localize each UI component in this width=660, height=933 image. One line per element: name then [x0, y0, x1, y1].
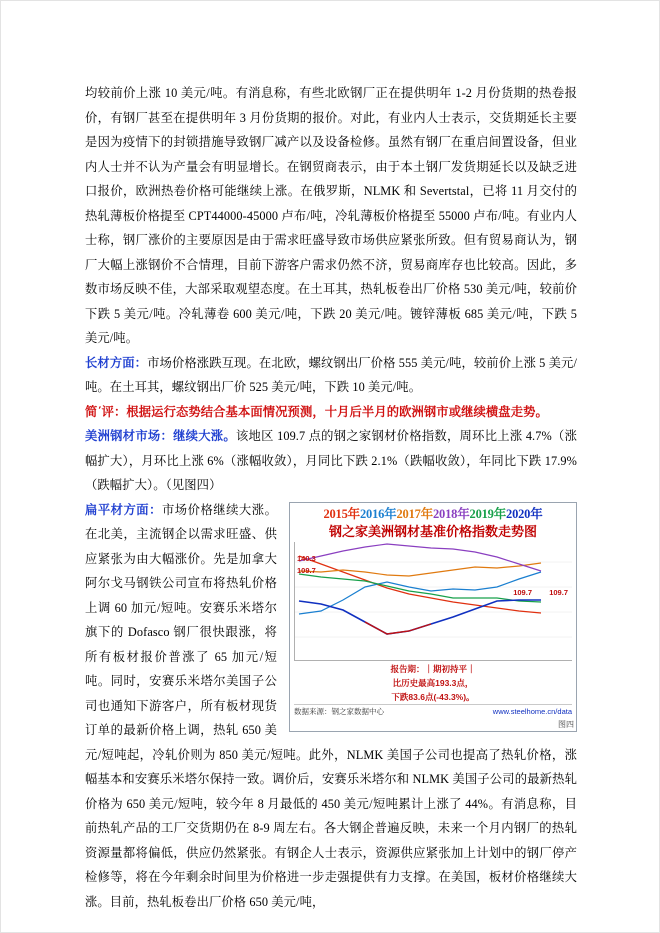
- paragraph-1: 均较前价上涨 10 美元/吨。有消息称，有些北欧钢厂正在提供明年 1-2 月份货期的热卷报价，有钢厂甚至在提供明年 3 月份货期的报价。对此，有业内人士表示，交货期延长主要是因为疫情下的封锁措施导致钢厂减产以及设备检修。虽然有钢厂在重启间置设备，但业内人士并不认为产量会有明显增长。在钢贸商表示，由于本土钢厂发货期延长以及缺乏进口报价，欧洲热卷价格可能继续上涨。在俄罗斯，NLMK 和 Severtstal，已将 11 月交付的热轧薄板价格提至 CPT44000-45000 卢布/吨，冷轧薄板价格提至 55000 卢布/吨。有业内人士称，钢厂涨价的主要原因是由于需求旺盛导致市场供应紧张所致。但有贸易商认为，钢厂大幅上涨钢价不合情理，目前下游客户需求仍然不济，贸易商库存也比较高。因此，多数市场反映不佳，大部采取观望态度。在土耳其，热轧板卷出厂价格 530 美元/吨，较前价下跌 5 美元/吨。冷轧薄卷 600 美元/吨，下跌 20 美元/吨。镀锌薄板 685 美元/吨，下跌 5 美元/吨。: [85, 86, 577, 345]
- paragraph-5-text: 市场价格继续大涨。在北美，主流钢企以需求旺盛、供应紧张为由大幅涨价。先是加拿大阿尔戈马钢铁公司宣布将热轧价格上调 60 加元/短吨。安赛乐米塔尔旗下的 Dofasco 钢厂很快跟涨，将所有板材报价普涨了 65 加元/短吨。同时，安赛乐米塔尔美国子公司也通知下游客户，所有板材现货订单的最新价格上调，热轧 650 美元/短吨起，冷轧价则为 850 美元/短吨。此外，NLMK 美国子公司也提高了热轧价格，涨幅基本和安赛乐米塔尔保持一致。调价后，安赛乐米塔尔和 NLMK 美国子公司的最新热轧价格为 650 美元/短吨，较今年 8 月最低的 450 美元/短吨累计上涨了 44%。有消息称，目前热轧产品的工厂交货期仍在 8-9 周左右。各大钢企普遍反映，未来一个月内钢厂的热轧资源量都将偏低，供应仍然紧张。有钢企人士表示，资源供应紧张加上计划中的钢厂停产检修等，将在今年剩余时间里为价格进一步走强提供有力支撑。在美国，板材价格继续大涨。目前，热轧板卷出厂价格 650 美元/吨，: [85, 502, 577, 909]
- legend-year-2018: 2018年: [433, 506, 470, 521]
- figure-steel-index-chart: [289, 502, 577, 732]
- figure-title: 钢之家美洲钢材基准价格指数走势图: [328, 523, 537, 539]
- paragraph-2-text: 市场价格涨跌互现。在北欧，螺纹钢出厂价格 555 美元/吨，较前价上涨 5 美元/吨。在土耳其，螺纹钢出厂价 525 美元/吨，下跌 10 美元/吨。: [85, 355, 577, 394]
- chart-label-left-second: 109.7: [297, 565, 316, 575]
- paragraph-5-label: 扁平材方面：: [85, 502, 162, 517]
- paragraph-4-text: 该地区 109.7 点的钢之家钢材价格指数，周环比上涨 4.7%（涨幅扩大），月环比上涨 6%（涨幅收敛），月同比下跌 2.1%（跌幅收敛），年同比下跌 17.9%（跌幅扩大）。（见图四）: [85, 429, 577, 492]
- legend-year-2016: 2016年: [359, 506, 397, 521]
- paragraph-4: [85, 424, 577, 498]
- paragraph-2: [85, 351, 577, 400]
- figure-and-text-block: [85, 498, 577, 915]
- chart-plot-area: [294, 542, 572, 661]
- legend-year-2019: 2019年: [469, 506, 507, 521]
- figure-source: 数据来源：钢之家数据中心: [294, 706, 384, 716]
- paragraph-4-label: 美洲钢材市场：: [85, 429, 174, 443]
- paragraph-2-label: 长材方面：: [85, 355, 148, 370]
- series-line-2020: [299, 600, 541, 634]
- chart-label-right-first: 109.7: [513, 587, 532, 597]
- chart-svg: [295, 542, 572, 658]
- series-line-2019: [299, 574, 541, 602]
- figure-note-line1: 比历史最高193.3点，: [392, 677, 474, 688]
- series-line-2020-highlight: [365, 622, 431, 634]
- legend-year-2015: 2015年: [323, 506, 360, 521]
- legend-year-2020: 2020年: [506, 506, 543, 521]
- figure-year-legend: [294, 507, 572, 522]
- figure-inner: [290, 503, 576, 719]
- figure-report-date: 报告期：｜期初持平｜: [390, 663, 476, 674]
- chart-label-left-top: 140.3: [297, 553, 316, 563]
- legend-year-2017: 2017年: [396, 506, 433, 521]
- figure-website[interactable]: www.steelhome.cn/data: [492, 706, 572, 716]
- chart-label-right-second: 109.7: [549, 587, 568, 597]
- figure-footer: [294, 704, 572, 717]
- paragraph-3-comment: 简΄评：根据运行态势结合基本面情况预测，十月后半月的欧洲钢市或继续横盘走势。: [85, 404, 548, 419]
- document-content: [85, 81, 577, 914]
- paragraph-4-label2: 继续大涨。: [173, 429, 236, 443]
- figure-note-line2: 下跌83.6点(-43.3%)。: [391, 691, 475, 702]
- figure-caption: 图四: [558, 719, 574, 729]
